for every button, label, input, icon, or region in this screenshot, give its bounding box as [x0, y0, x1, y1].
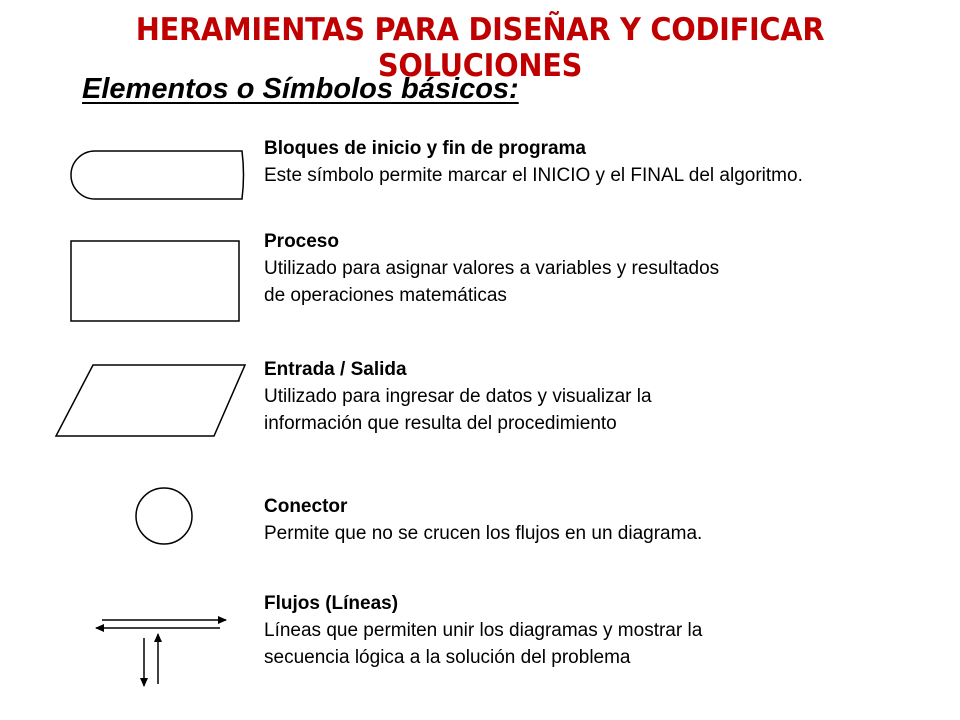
item-process	[264, 228, 944, 309]
slide-subtitle: Elementos o Símbolos básicos:	[82, 73, 519, 105]
item-desc: Utilizado para asignar valores a variables y resultados	[264, 258, 720, 279]
process-symbol-icon	[68, 238, 244, 324]
item-desc: Permite que no se crucen los flujos en un diagrama.	[264, 523, 703, 544]
item-name: Flujos (Líneas)	[264, 593, 399, 614]
item-desc: Este símbolo permite marcar el INICIO y el FINAL del algoritmo.	[264, 165, 803, 186]
item-terminal	[264, 135, 944, 189]
item-input-output	[264, 356, 944, 437]
item-flows	[264, 590, 944, 671]
item-name: Entrada / Salida	[264, 359, 407, 380]
terminal-symbol-icon	[68, 148, 250, 202]
item-connector	[264, 493, 944, 547]
item-desc: información que resulta del procedimiento	[264, 413, 617, 434]
item-desc: de operaciones matemáticas	[264, 285, 507, 306]
item-desc: Utilizado para ingresar de datos y visualizar la	[264, 386, 652, 407]
item-desc: Líneas que permiten unir los diagramas y mostrar la	[264, 620, 703, 641]
connector-symbol-icon	[132, 484, 196, 548]
item-name: Bloques de inicio y fin de programa	[264, 138, 586, 159]
item-name: Proceso	[264, 231, 339, 252]
slide-title: HERAMIENTAS PARA DISEÑAR Y CODIFICAR SOLUCIONES	[135, 12, 825, 84]
flow-arrows-icon	[92, 608, 232, 690]
item-name: Conector	[264, 496, 348, 517]
input-output-symbol-icon	[52, 362, 248, 440]
item-desc: secuencia lógica a la solución del problema	[264, 647, 631, 668]
